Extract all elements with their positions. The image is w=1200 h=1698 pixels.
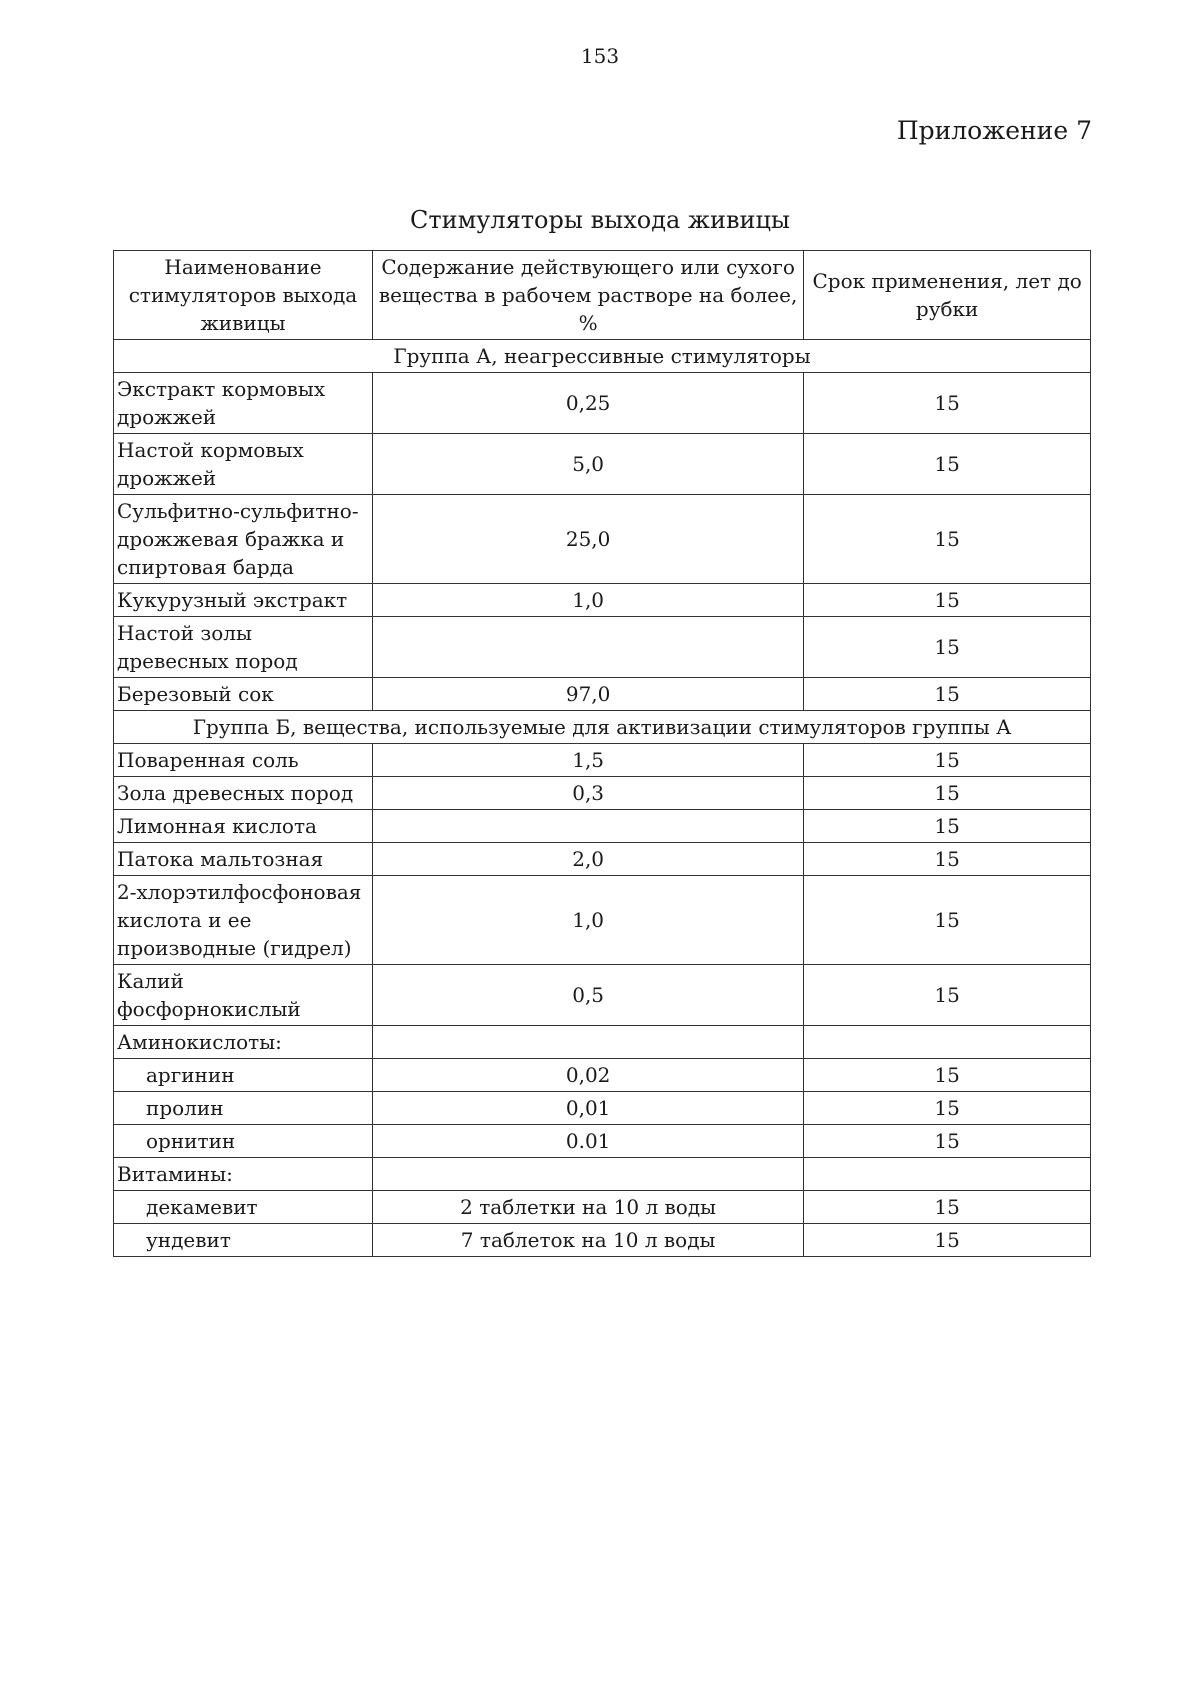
group-title: Группа Б, вещества, используемые для активизации стимуляторов группы А [114, 711, 1091, 744]
stimulator-name: орнитин [114, 1125, 373, 1158]
stimulators-table [113, 250, 1091, 1257]
page-number: 153 [580, 44, 620, 68]
content-value: 0,5 [372, 965, 803, 1026]
table-body [114, 340, 1091, 1257]
table-row [114, 1158, 1091, 1191]
term-value: 15 [804, 1224, 1091, 1257]
table-row [114, 1059, 1091, 1092]
content-value: 7 таблеток на 10 л воды [372, 1224, 803, 1257]
table-row [114, 810, 1091, 843]
stimulator-name: Аминокислоты: [114, 1026, 373, 1059]
stimulator-name: Зола древесных пород [114, 777, 373, 810]
stimulator-name: Лимонная кислота [114, 810, 373, 843]
table-row [114, 1191, 1091, 1224]
term-value: 15 [804, 617, 1091, 678]
stimulator-name: Поваренная соль [114, 744, 373, 777]
appendix-label: Приложение 7 [896, 116, 1092, 145]
header-content: Содержание действующего или сухого вещества в рабочем растворе на более, % [372, 251, 803, 340]
term-value: 15 [804, 876, 1091, 965]
stimulator-name: аргинин [114, 1059, 373, 1092]
term-value: 15 [804, 1059, 1091, 1092]
content-value: 5,0 [372, 434, 803, 495]
stimulator-name: Витамины: [114, 1158, 373, 1191]
term-value: 15 [804, 495, 1091, 584]
group-row [114, 340, 1091, 373]
table-row [114, 495, 1091, 584]
table-row [114, 876, 1091, 965]
term-value [804, 1026, 1091, 1059]
content-value [372, 810, 803, 843]
term-value: 15 [804, 810, 1091, 843]
table-row [114, 843, 1091, 876]
content-value: 0,3 [372, 777, 803, 810]
content-value: 97,0 [372, 678, 803, 711]
content-value: 0,01 [372, 1092, 803, 1125]
stimulator-name: Березовый сок [114, 678, 373, 711]
table-row [114, 1125, 1091, 1158]
term-value: 15 [804, 1092, 1091, 1125]
stimulator-name: 2-хлорэтилфосфоновая кислота и ее производные (гидрел) [114, 876, 373, 965]
table-row [114, 965, 1091, 1026]
table-header-row [114, 251, 1091, 340]
term-value: 15 [804, 965, 1091, 1026]
table-row [114, 1224, 1091, 1257]
content-value: 2,0 [372, 843, 803, 876]
stimulator-name: Сульфитно-сульфитно-дрожжевая бражка и спиртовая барда [114, 495, 373, 584]
stimulator-name: ундевит [114, 1224, 373, 1257]
term-value: 15 [804, 1191, 1091, 1224]
group-row [114, 711, 1091, 744]
content-value: 25,0 [372, 495, 803, 584]
term-value: 15 [804, 434, 1091, 495]
table-row [114, 584, 1091, 617]
term-value: 15 [804, 584, 1091, 617]
content-value: 1,5 [372, 744, 803, 777]
table-row [114, 373, 1091, 434]
content-value [372, 1026, 803, 1059]
content-value: 0,02 [372, 1059, 803, 1092]
table-row [114, 777, 1091, 810]
stimulator-name: пролин [114, 1092, 373, 1125]
term-value: 15 [804, 744, 1091, 777]
stimulator-name: Экстракт кормовых дрожжей [114, 373, 373, 434]
stimulator-name: Кукурузный экстракт [114, 584, 373, 617]
content-value: 1,0 [372, 584, 803, 617]
content-value: 1,0 [372, 876, 803, 965]
term-value: 15 [804, 1125, 1091, 1158]
stimulator-name: декамевит [114, 1191, 373, 1224]
term-value: 15 [804, 373, 1091, 434]
group-title: Группа А, неагрессивные стимуляторы [114, 340, 1091, 373]
table-row [114, 1092, 1091, 1125]
table-row [114, 1026, 1091, 1059]
header-name: Наименование стимуляторов выхода живицы [114, 251, 373, 340]
table-title: Стимуляторы выхода живицы [409, 206, 791, 234]
stimulator-name: Настой кормовых дрожжей [114, 434, 373, 495]
table-row [114, 678, 1091, 711]
table-row [114, 617, 1091, 678]
stimulator-name: Калий фосфорнокислый [114, 965, 373, 1026]
content-value: 2 таблетки на 10 л воды [372, 1191, 803, 1224]
term-value: 15 [804, 777, 1091, 810]
content-value: 0.01 [372, 1125, 803, 1158]
header-term: Срок применения, лет до рубки [804, 251, 1091, 340]
term-value [804, 1158, 1091, 1191]
table-row [114, 744, 1091, 777]
term-value: 15 [804, 678, 1091, 711]
stimulator-name: Патока мальтозная [114, 843, 373, 876]
stimulator-name: Настой золы древесных пород [114, 617, 373, 678]
table-row [114, 434, 1091, 495]
content-value [372, 1158, 803, 1191]
content-value: 0,25 [372, 373, 803, 434]
content-value [372, 617, 803, 678]
term-value: 15 [804, 843, 1091, 876]
